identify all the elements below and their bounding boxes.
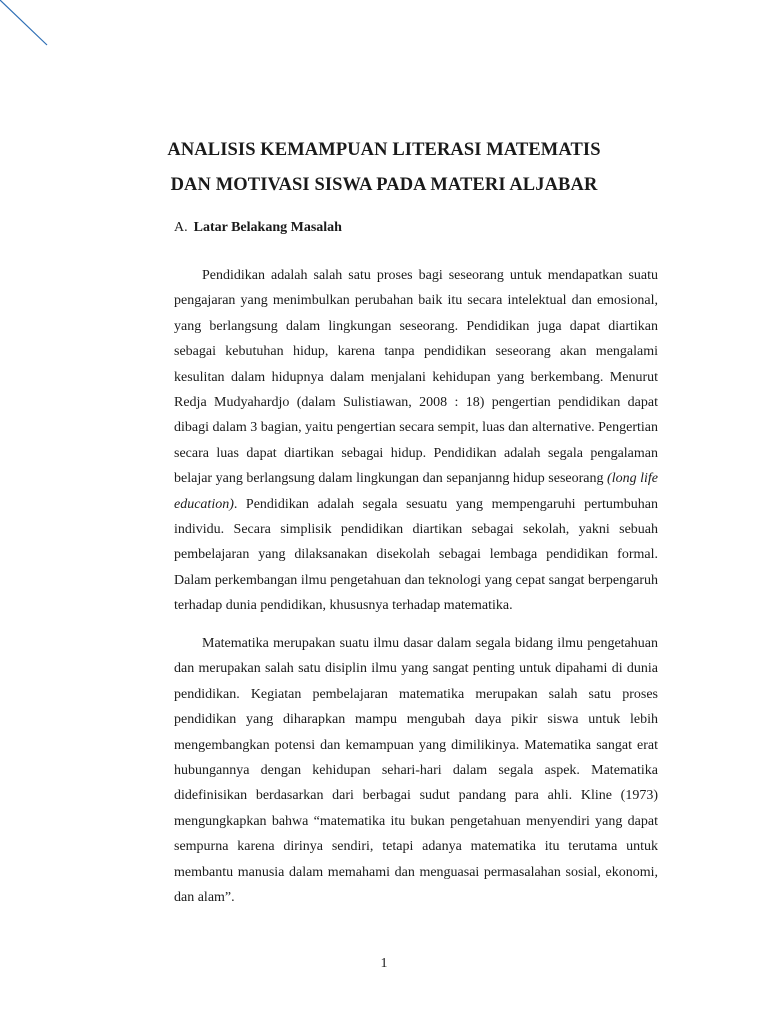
corner-fold-stroke (0, 0, 47, 45)
paragraph-1 (174, 263, 658, 619)
paragraph-1-italic-term: (long life education) (174, 471, 659, 512)
paragraph-2: Matematika merupakan suatu ilmu dasar dalam segala bidang ilmu pengetahuan dan merupakan salah satu disiplin ilmu yang sangat penting untuk dipahami di dunia pendidikan. Kegiatan pembelajaran matematika merupakan salah satu proses pendidikan yang diharapkan mampu mengubah daya pikir siswa untuk lebih mengembangkan potensi dan kemampuan yang dimilikinya. Matematika sangat erat hubungannya dengan kehidupan sehari-hari dalam segala aspek. Matematika didefinisikan berdasarkan dari berbagai sudut pandang para ahli. Kline (1973) mengungkapkan bahwa “matematika itu bukan pengetahuan menyendiri yang dapat sempurna karena dirinya sendiri, tetapi adanya matematika itu terutama untuk membantu manusia dalam memahami dan menguasai permasalahan sosial, ekonomi, dan alam”. (174, 636, 658, 906)
document-title-line-2: DAN MOTIVASI SISWA PADA MATERI ALJABAR (170, 175, 598, 195)
paragraph-1-text-start: Pendidikan adalah salah satu proses bagi seseorang untuk mendapatkan suatu pengajaran yang menimbulkan perubahan baik itu secara intelektual dan emosional, yang berlangsung dalam lingkungan seseorang. Pendidikan juga dapat diartikan sebagai kebutuhan hidup, karena tanpa pendidikan seseorang akan mengalami kesulitan dalam hidupnya dalam menjalani kehidupan yang berkembang. Menurut Redja Mudyahardjo (dalam Sulistiawan, 2008 : 18) pengertian pendidikan dapat dibagi dalam 3 bagian, yaitu pengertian secara sempit, luas dan alternative. Pengertian secara luas dapat diartikan sebagai hidup. Pendidikan adalah segala pengalaman belajar yang berlangsung dalam lingkungan dan sepanjanng hidup seseorang (174, 268, 658, 487)
paragraph-1-text-end: . Pendidikan adalah segala sesuatu yang mempengaruhi pertumbuhan individu. Secara simplisik pendidikan diartikan sebagai sekolah, yakni sebuah pembelajaran yang dilaksanakan disekolah sebagai lembaga pendidikan formal. Dalam perkembangan ilmu pengetahuan dan teknologi yang cepat sangat berpengaruh terhadap dunia pendidikan, khususnya terhadap matematika. (174, 496, 658, 614)
section-heading-label: Latar Belakang Masalah (193, 220, 342, 235)
section-marker: A. (174, 220, 188, 235)
page-corner-fold-line (0, 0, 60, 60)
page-number: 1 (380, 956, 388, 971)
section-heading (174, 220, 342, 236)
document-title-line-1: ANALISIS KEMAMPUAN LITERASI MATEMATIS (167, 140, 601, 160)
